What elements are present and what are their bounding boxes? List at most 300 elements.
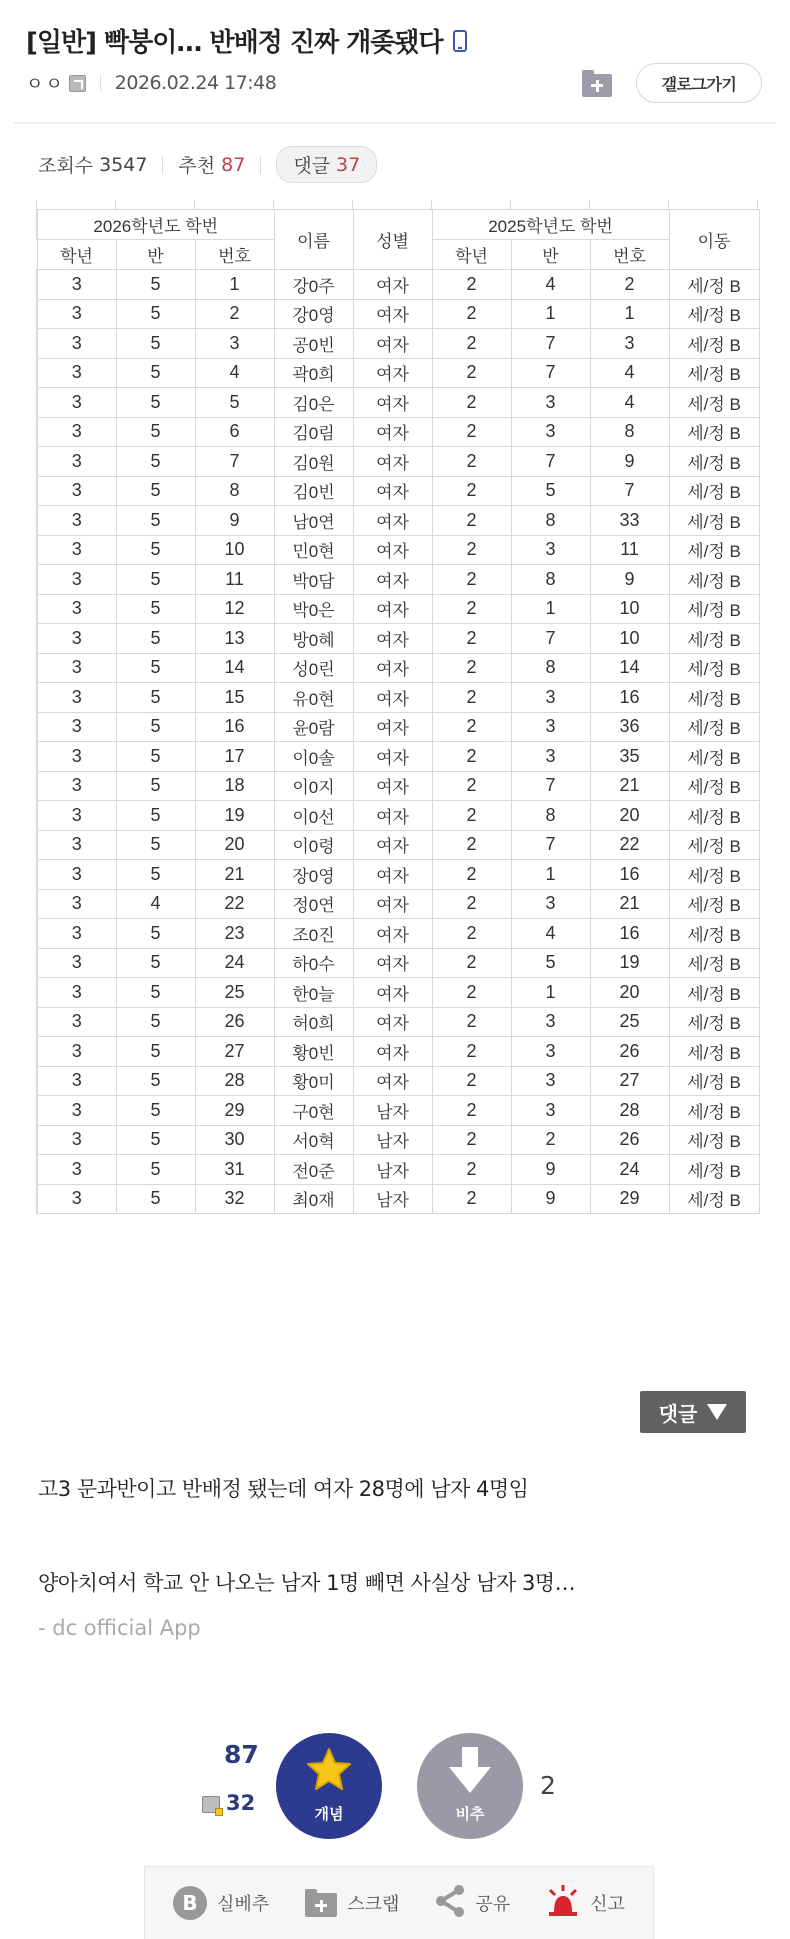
- class-2026-cell: 5: [116, 653, 195, 683]
- table-row: [37, 742, 759, 772]
- grade-2026-cell: 3: [37, 830, 116, 860]
- table-row: [37, 978, 759, 1008]
- name-cell: 김0림: [274, 417, 353, 447]
- class-2026-cell: 5: [116, 417, 195, 447]
- class-2026-cell: 5: [116, 565, 195, 595]
- class-2026-cell: 4: [116, 889, 195, 919]
- table-row: [37, 1037, 759, 1067]
- class-2026-cell: 5: [116, 535, 195, 565]
- class-2025-cell: 8: [511, 506, 590, 536]
- sex-cell: 여자: [353, 417, 432, 447]
- upvote-button[interactable]: [276, 1733, 382, 1839]
- class-2025-cell: 4: [511, 919, 590, 949]
- move-cell: 세/정 B: [669, 476, 759, 506]
- grade-2026-cell: 3: [37, 978, 116, 1008]
- sex-cell: 여자: [353, 594, 432, 624]
- table-row: [37, 1155, 759, 1185]
- move-cell: 세/정 B: [669, 683, 759, 713]
- class-2025-cell: 1: [511, 594, 590, 624]
- move-cell: 세/정 B: [669, 653, 759, 683]
- move-cell: 세/정 B: [669, 712, 759, 742]
- grade-2025-cell: 2: [432, 1066, 511, 1096]
- grade-2025-cell: 2: [432, 830, 511, 860]
- table-row: [37, 447, 759, 477]
- grade-2025-cell: 2: [432, 948, 511, 978]
- post-date: 2026.02.24 17:48: [114, 72, 277, 94]
- number-2025-cell: 1: [590, 299, 669, 329]
- class-2026-cell: 5: [116, 1007, 195, 1037]
- class-2026-cell: 5: [116, 1066, 195, 1096]
- table-row: [37, 712, 759, 742]
- grade-2025-cell: 2: [432, 889, 511, 919]
- sex-cell: 여자: [353, 801, 432, 831]
- share-button[interactable]: [435, 1885, 510, 1922]
- grade-2025-cell: 2: [432, 1155, 511, 1185]
- number-2025-cell: 20: [590, 978, 669, 1008]
- number-2026-cell: 7: [195, 447, 274, 477]
- number-2025-cell: 10: [590, 594, 669, 624]
- name-cell: 김0빈: [274, 476, 353, 506]
- table-row: [37, 683, 759, 713]
- table-row: [37, 388, 759, 418]
- move-cell: 세/정 B: [669, 506, 759, 536]
- class-2025-cell: 8: [511, 565, 590, 595]
- table-row: [37, 299, 759, 329]
- move-cell: 세/정 B: [669, 1066, 759, 1096]
- class-2026-cell: 5: [116, 1184, 195, 1214]
- post-stats: [38, 146, 377, 183]
- sex-cell: 여자: [353, 742, 432, 772]
- class-2026-cell: 5: [116, 919, 195, 949]
- roster-body: [37, 270, 759, 1214]
- sex-cell: 여자: [353, 476, 432, 506]
- grade-2025-cell: 2: [432, 565, 511, 595]
- class-2025-cell: 3: [511, 683, 590, 713]
- header-class-2026: 반: [116, 240, 195, 270]
- table-row: [37, 948, 759, 978]
- grade-2025-cell: 2: [432, 1007, 511, 1037]
- table-row: [37, 771, 759, 801]
- number-2026-cell: 19: [195, 801, 274, 831]
- class-2025-cell: 3: [511, 712, 590, 742]
- grade-2025-cell: 2: [432, 978, 511, 1008]
- grade-2025-cell: 2: [432, 624, 511, 654]
- name-cell: 박0은: [274, 594, 353, 624]
- grade-2025-cell: 2: [432, 771, 511, 801]
- sex-cell: 여자: [353, 889, 432, 919]
- comments-pill-button[interactable]: [276, 146, 377, 183]
- number-2026-cell: 5: [195, 388, 274, 418]
- grade-2026-cell: 3: [37, 417, 116, 447]
- number-2026-cell: 18: [195, 771, 274, 801]
- class-2026-cell: 5: [116, 801, 195, 831]
- grade-2025-cell: 2: [432, 683, 511, 713]
- number-2026-cell: 25: [195, 978, 274, 1008]
- table-row: [37, 506, 759, 536]
- class-2026-cell: 5: [116, 476, 195, 506]
- grade-2026-cell: 3: [37, 624, 116, 654]
- post-meta: [26, 70, 276, 96]
- header-move: 이동: [669, 210, 759, 270]
- class-2025-cell: 1: [511, 978, 590, 1008]
- class-2025-cell: 2: [511, 1125, 590, 1155]
- name-cell: 곽0희: [274, 358, 353, 388]
- number-2025-cell: 11: [590, 535, 669, 565]
- scrap-button[interactable]: [305, 1889, 399, 1917]
- name-cell: 방0혜: [274, 624, 353, 654]
- header-class-2025: 반: [511, 240, 590, 270]
- number-2026-cell: 24: [195, 948, 274, 978]
- comments-count: 37: [336, 153, 361, 176]
- grade-2026-cell: 3: [37, 476, 116, 506]
- sex-cell: 여자: [353, 358, 432, 388]
- number-2026-cell: 15: [195, 683, 274, 713]
- sex-cell: 여자: [353, 683, 432, 713]
- class-2026-cell: 5: [116, 948, 195, 978]
- sex-cell: 여자: [353, 506, 432, 536]
- move-cell: 세/정 B: [669, 417, 759, 447]
- class-2025-cell: 1: [511, 860, 590, 890]
- number-2025-cell: 14: [590, 653, 669, 683]
- comments-label: 댓글: [293, 155, 331, 177]
- floating-comment-label: 댓글: [658, 1401, 698, 1426]
- sex-cell: 여자: [353, 948, 432, 978]
- header-number-2026: 번호: [195, 240, 274, 270]
- number-2025-cell: 29: [590, 1184, 669, 1214]
- name-cell: 김0원: [274, 447, 353, 477]
- class-roster-table: [36, 209, 760, 1214]
- table-row: [37, 1066, 759, 1096]
- sex-cell: 여자: [353, 447, 432, 477]
- sex-cell: 여자: [353, 771, 432, 801]
- grade-2026-cell: 3: [37, 1155, 116, 1185]
- grade-2026-cell: 3: [37, 919, 116, 949]
- downvote-button[interactable]: [417, 1733, 523, 1839]
- number-2026-cell: 27: [195, 1037, 274, 1067]
- number-2026-cell: 29: [195, 1096, 274, 1126]
- grade-2025-cell: 2: [432, 358, 511, 388]
- number-2026-cell: 14: [195, 653, 274, 683]
- number-2026-cell: 16: [195, 712, 274, 742]
- class-2026-cell: 5: [116, 1037, 195, 1067]
- header-grade-2025: 학년: [432, 240, 511, 270]
- class-2026-cell: 5: [116, 712, 195, 742]
- class-2025-cell: 3: [511, 889, 590, 919]
- class-2025-cell: 7: [511, 771, 590, 801]
- header-sex: 성별: [353, 210, 432, 270]
- fixed-nick-badge-icon: [69, 75, 86, 92]
- grade-2026-cell: 3: [37, 329, 116, 359]
- sex-cell: 여자: [353, 388, 432, 418]
- number-2026-cell: 22: [195, 889, 274, 919]
- move-cell: 세/정 B: [669, 742, 759, 772]
- move-cell: 세/정 B: [669, 1007, 759, 1037]
- table-row: [37, 860, 759, 890]
- number-2026-cell: 20: [195, 830, 274, 860]
- class-2026-cell: 5: [116, 388, 195, 418]
- number-2026-cell: 21: [195, 860, 274, 890]
- class-2025-cell: 3: [511, 742, 590, 772]
- class-2025-cell: 5: [511, 476, 590, 506]
- name-cell: 이0지: [274, 771, 353, 801]
- class-2026-cell: 5: [116, 978, 195, 1008]
- move-cell: 세/정 B: [669, 624, 759, 654]
- move-cell: 세/정 B: [669, 978, 759, 1008]
- table-row: [37, 565, 759, 595]
- move-cell: 세/정 B: [669, 565, 759, 595]
- number-2026-cell: 23: [195, 919, 274, 949]
- class-2025-cell: 4: [511, 270, 590, 300]
- class-2026-cell: 5: [116, 594, 195, 624]
- class-2025-cell: 7: [511, 447, 590, 477]
- sex-cell: 여자: [353, 299, 432, 329]
- number-2025-cell: 33: [590, 506, 669, 536]
- number-2026-cell: 4: [195, 358, 274, 388]
- name-cell: 한0늘: [274, 978, 353, 1008]
- class-2026-cell: 5: [116, 506, 195, 536]
- sex-cell: 여자: [353, 919, 432, 949]
- name-cell: 성0린: [274, 653, 353, 683]
- number-2025-cell: 21: [590, 889, 669, 919]
- grade-2025-cell: 2: [432, 919, 511, 949]
- grade-2026-cell: 3: [37, 299, 116, 329]
- move-cell: 세/정 B: [669, 594, 759, 624]
- class-2025-cell: 3: [511, 388, 590, 418]
- name-cell: 강0주: [274, 270, 353, 300]
- grade-2026-cell: 3: [37, 447, 116, 477]
- grade-2026-cell: 3: [37, 1007, 116, 1037]
- grade-2026-cell: 3: [37, 683, 116, 713]
- sex-cell: 여자: [353, 1066, 432, 1096]
- number-2026-cell: 30: [195, 1125, 274, 1155]
- class-2026-cell: 5: [116, 1125, 195, 1155]
- sex-cell: 여자: [353, 978, 432, 1008]
- name-cell: 이0솔: [274, 742, 353, 772]
- move-cell: 세/정 B: [669, 447, 759, 477]
- header-2026-number: 2026학년도 학번: [37, 210, 274, 240]
- number-2025-cell: 16: [590, 919, 669, 949]
- number-2025-cell: 2: [590, 270, 669, 300]
- grade-2026-cell: 3: [37, 712, 116, 742]
- grade-2026-cell: 3: [37, 535, 116, 565]
- name-cell: 구0현: [274, 1096, 353, 1126]
- class-2026-cell: 5: [116, 742, 195, 772]
- upvote-label: 개념: [314, 1805, 344, 1823]
- table-row: [37, 535, 759, 565]
- class-2025-cell: 7: [511, 358, 590, 388]
- sex-cell: 남자: [353, 1184, 432, 1214]
- number-2025-cell: 35: [590, 742, 669, 772]
- table-row: [37, 653, 759, 683]
- grade-2026-cell: 3: [37, 1037, 116, 1067]
- name-cell: 박0담: [274, 565, 353, 595]
- post-body-line: 양아치여서 학교 안 나오는 남자 1명 빼면 사실상 남자 3명…: [38, 1571, 576, 1595]
- move-cell: 세/정 B: [669, 860, 759, 890]
- table-row: [37, 594, 759, 624]
- class-2026-cell: 5: [116, 771, 195, 801]
- grade-2025-cell: 2: [432, 1125, 511, 1155]
- number-2026-cell: 13: [195, 624, 274, 654]
- name-cell: 황0빈: [274, 1037, 353, 1067]
- best-recommend-button[interactable]: [173, 1886, 269, 1920]
- grade-2025-cell: 2: [432, 270, 511, 300]
- sex-cell: 여자: [353, 535, 432, 565]
- grade-2025-cell: 2: [432, 535, 511, 565]
- number-2026-cell: 3: [195, 329, 274, 359]
- header-grade-2026: 학년: [37, 240, 116, 270]
- name-cell: 조0진: [274, 919, 353, 949]
- table-row: [37, 889, 759, 919]
- class-2025-cell: 3: [511, 1007, 590, 1037]
- grade-2025-cell: 2: [432, 801, 511, 831]
- number-2026-cell: 17: [195, 742, 274, 772]
- sex-cell: 여자: [353, 653, 432, 683]
- report-button[interactable]: [546, 1884, 625, 1923]
- name-cell: 최0재: [274, 1184, 353, 1214]
- move-cell: 세/정 B: [669, 270, 759, 300]
- triangle-down-icon: [707, 1404, 727, 1420]
- siren-icon: [546, 1884, 580, 1923]
- sex-cell: 여자: [353, 565, 432, 595]
- views-count: 3547: [99, 153, 148, 176]
- move-cell: 세/정 B: [669, 771, 759, 801]
- floating-comment-button[interactable]: [640, 1391, 746, 1433]
- number-2025-cell: 16: [590, 683, 669, 713]
- post-body-line: 고3 문과반이고 반배정 됐는데 여자 28명에 남자 4명임: [38, 1477, 529, 1501]
- number-2025-cell: 7: [590, 476, 669, 506]
- class-2025-cell: 3: [511, 417, 590, 447]
- number-2026-cell: 9: [195, 506, 274, 536]
- grade-2026-cell: 3: [37, 771, 116, 801]
- author-nickname[interactable]: ㅇㅇ: [26, 74, 65, 95]
- class-2025-cell: 7: [511, 329, 590, 359]
- number-2025-cell: 9: [590, 447, 669, 477]
- grade-2025-cell: 2: [432, 860, 511, 890]
- table-row: [37, 1007, 759, 1037]
- b-circle-icon: B: [173, 1886, 207, 1920]
- class-2026-cell: 5: [116, 683, 195, 713]
- name-cell: 황0미: [274, 1066, 353, 1096]
- grade-2025-cell: 2: [432, 506, 511, 536]
- number-2026-cell: 2: [195, 299, 274, 329]
- recommend-label: 추천: [178, 155, 216, 177]
- share-label: 공유: [475, 1894, 511, 1915]
- class-2026-cell: 5: [116, 299, 195, 329]
- header-2025-number: 2025학년도 학번: [432, 210, 669, 240]
- class-2025-cell: 8: [511, 801, 590, 831]
- divider: [100, 75, 101, 91]
- grade-2026-cell: 3: [37, 270, 116, 300]
- class-2026-cell: 5: [116, 624, 195, 654]
- number-2026-cell: 8: [195, 476, 274, 506]
- number-2025-cell: 3: [590, 329, 669, 359]
- class-2025-cell: 7: [511, 830, 590, 860]
- class-2025-cell: 1: [511, 299, 590, 329]
- class-2025-cell: 9: [511, 1155, 590, 1185]
- grade-2026-cell: 3: [37, 506, 116, 536]
- table-row: [37, 329, 759, 359]
- name-cell: 공0빈: [274, 329, 353, 359]
- number-2026-cell: 31: [195, 1155, 274, 1185]
- class-2026-cell: 5: [116, 329, 195, 359]
- number-2025-cell: 19: [590, 948, 669, 978]
- add-folder-icon[interactable]: [582, 70, 612, 97]
- post-title-text: [일반] 빡붕이… 반배정 진짜 개좆됐다: [26, 28, 443, 58]
- number-2025-cell: 28: [590, 1096, 669, 1126]
- name-cell: 정0연: [274, 889, 353, 919]
- grade-2025-cell: 2: [432, 1096, 511, 1126]
- class-2025-cell: 3: [511, 1037, 590, 1067]
- move-cell: 세/정 B: [669, 1125, 759, 1155]
- grade-2026-cell: 3: [37, 801, 116, 831]
- sex-cell: 여자: [353, 712, 432, 742]
- grade-2026-cell: 3: [37, 358, 116, 388]
- app-signature: - dc official App: [38, 1616, 201, 1640]
- sex-cell: 남자: [353, 1125, 432, 1155]
- grade-2026-cell: 3: [37, 948, 116, 978]
- class-2026-cell: 5: [116, 1155, 195, 1185]
- sex-cell: 여자: [353, 1037, 432, 1067]
- number-2025-cell: 10: [590, 624, 669, 654]
- grade-2026-cell: 3: [37, 889, 116, 919]
- grade-2025-cell: 2: [432, 447, 511, 477]
- class-2025-cell: 9: [511, 1184, 590, 1214]
- downvote-count: 2: [540, 1771, 556, 1800]
- move-cell: 세/정 B: [669, 919, 759, 949]
- number-2026-cell: 26: [195, 1007, 274, 1037]
- name-cell: 허0희: [274, 1007, 353, 1037]
- table-row: [37, 1125, 759, 1155]
- class-2026-cell: 5: [116, 447, 195, 477]
- class-2025-cell: 5: [511, 948, 590, 978]
- move-cell: 세/정 B: [669, 299, 759, 329]
- gallog-button[interactable]: 갤로그가기: [636, 63, 762, 103]
- class-2025-cell: 8: [511, 653, 590, 683]
- grade-2026-cell: 3: [37, 860, 116, 890]
- number-2026-cell: 11: [195, 565, 274, 595]
- class-2026-cell: 5: [116, 270, 195, 300]
- share-icon: [435, 1885, 465, 1922]
- header-number-2025: 번호: [590, 240, 669, 270]
- table-row: [37, 270, 759, 300]
- grade-2026-cell: 3: [37, 742, 116, 772]
- mobile-phone-icon: [453, 30, 467, 52]
- number-2025-cell: 36: [590, 712, 669, 742]
- class-2026-cell: 5: [116, 860, 195, 890]
- number-2025-cell: 27: [590, 1066, 669, 1096]
- table-row: [37, 801, 759, 831]
- table-row: [37, 624, 759, 654]
- number-2025-cell: 25: [590, 1007, 669, 1037]
- grade-2026-cell: 3: [37, 1184, 116, 1214]
- grade-2025-cell: 2: [432, 653, 511, 683]
- name-cell: 김0은: [274, 388, 353, 418]
- sex-cell: 여자: [353, 624, 432, 654]
- grade-2026-cell: 3: [37, 1125, 116, 1155]
- table-row: [37, 1184, 759, 1214]
- number-2026-cell: 1: [195, 270, 274, 300]
- name-cell: 이0선: [274, 801, 353, 831]
- divider: [162, 156, 163, 174]
- number-2025-cell: 9: [590, 565, 669, 595]
- number-2025-cell: 22: [590, 830, 669, 860]
- number-2026-cell: 28: [195, 1066, 274, 1096]
- sex-cell: 여자: [353, 860, 432, 890]
- post-title: [26, 22, 467, 59]
- sex-cell: 여자: [353, 830, 432, 860]
- fixed-nick-vote-icon: [202, 1796, 220, 1813]
- move-cell: 세/정 B: [669, 329, 759, 359]
